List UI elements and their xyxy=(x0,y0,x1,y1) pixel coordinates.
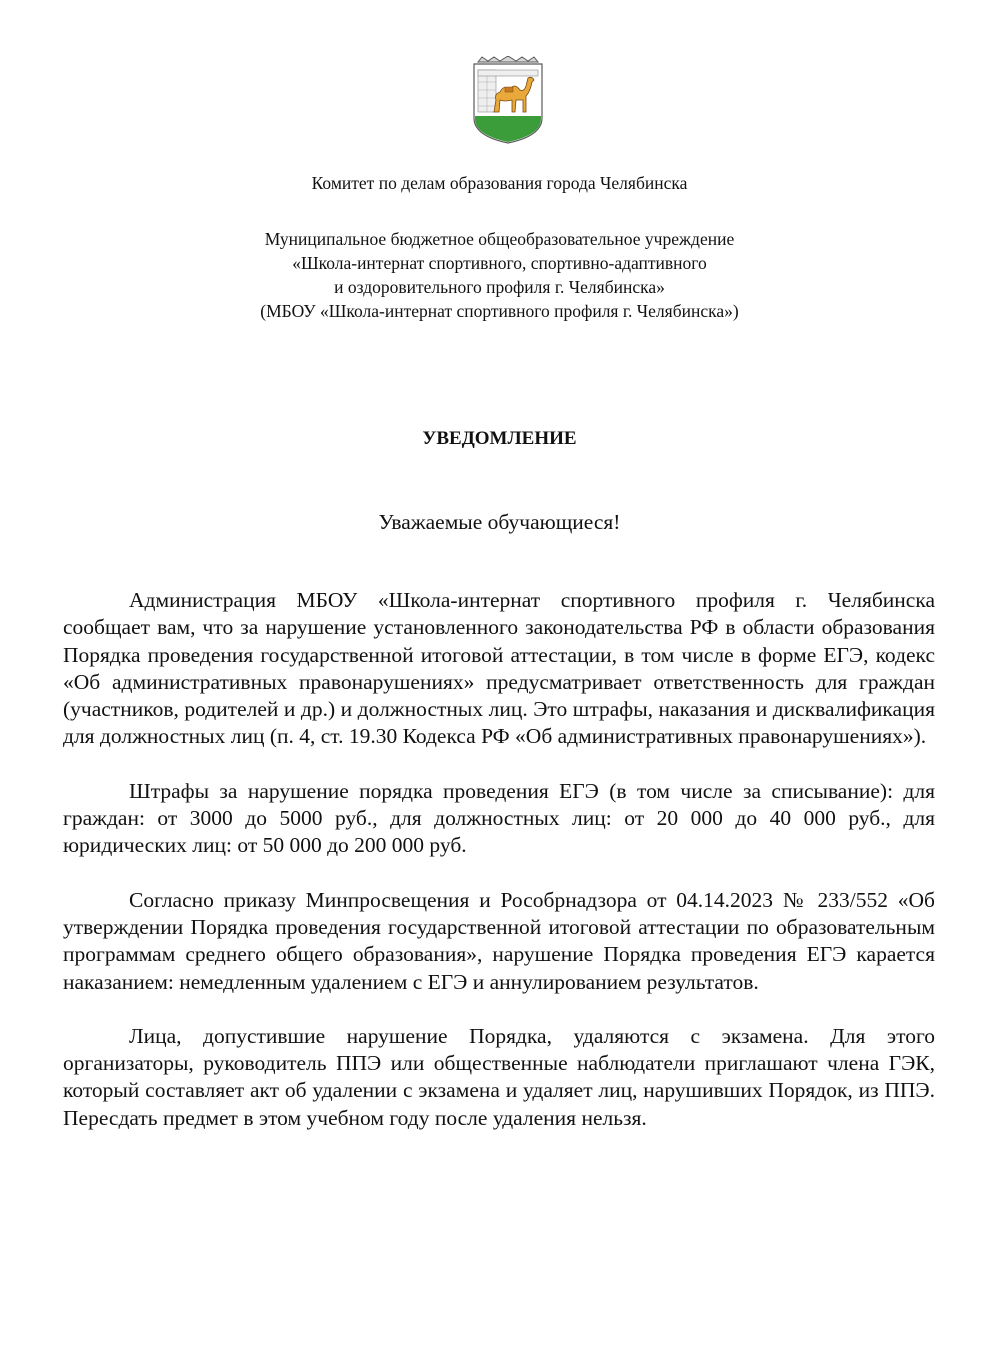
body-paragraph: Администрация МБОУ «Школа-интернат спортивного профиля г. Челябинска сообщает вам, что за нарушение установленного законодательства РФ в области образования Порядка проведения государственной итоговой аттестации, в том числе в форме ЕГЭ, кодекс «Об административных правонарушениях» предусматривает ответственность для граждан (участников, родителей и др.) и должностных лиц. Это штрафы, наказания и дисквалификация для должностных лиц (п. 4, ст. 19.30 Кодекса РФ «Об административных правонарушениях»). xyxy=(63,588,935,749)
school-name-line: Муниципальное бюджетное общеобразовательное учреждение xyxy=(264,229,735,249)
notice-title: УВЕДОМЛЕНИЕ xyxy=(422,428,577,449)
school-name-line: (МБОУ «Школа-интернат спортивного профиля г. Челябинска») xyxy=(260,301,739,321)
body-paragraph: Согласно приказу Минпросвещения и Рособрнадзора от 04.14.2023 № 233/552 «Об утверждении Порядка проведения государственной итоговой аттестации по образовательным программам среднего общего образования», нарушение Порядка проведения ЕГЭ карается наказанием: немедленным удалением с ЕГЭ и аннулированием результатов. xyxy=(63,887,935,994)
notice-body xyxy=(63,587,935,1159)
committee-name: Комитет по делам образования города Челябинска xyxy=(311,173,688,193)
school-name-line: и оздоровительного профиля г. Челябинска» xyxy=(334,277,665,297)
body-paragraph: Лица, допустившие нарушение Порядка, удаляются с экзамена. Для этого организаторы, руководитель ППЭ или общественные наблюдатели приглашают члена ГЭК, который составляет акт об удалении с экзамена и удаляет лиц, нарушивших Порядок, из ППЭ. Пересдать предмет в этом учебном году после удаления нельзя. xyxy=(63,1023,935,1130)
greeting: Уважаемые обучающиеся! xyxy=(378,510,621,534)
school-name-block xyxy=(0,227,999,323)
body-paragraph: Штрафы за нарушение порядка проведения ЕГЭ (в том числе за списывание): для граждан: от 3000 до 5000 руб., для должностных лиц: от 20 000 до 40 000 руб., для юридических лиц: от 50 000 до 200 000 руб. xyxy=(63,778,935,858)
school-name-line: «Школа-интернат спортивного, спортивно-адаптивного xyxy=(292,253,707,273)
coat-of-arms-icon xyxy=(472,56,544,144)
